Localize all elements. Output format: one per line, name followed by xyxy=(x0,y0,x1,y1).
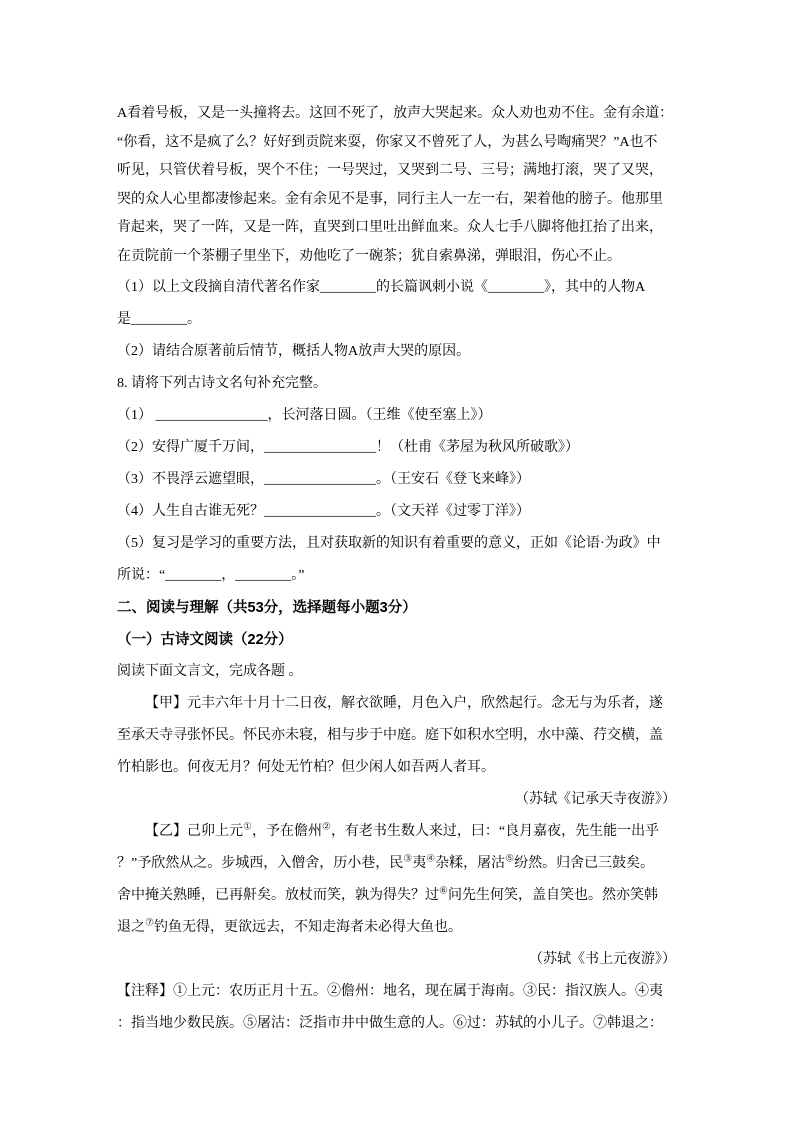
passage-yi-line: 退之⑦钓鱼无得，更欲远去，不知走海者未必得大鱼也。 xyxy=(117,916,462,935)
reading-instruction-text: 阅读下面文言文，完成各题 。 xyxy=(117,663,303,679)
question-8-item: （2）安得广厦千万间，________________！（杜甫《茅屋为秋风所破歌》） xyxy=(117,439,579,455)
question-7-part1-line: （1）以上文段摘自清代著名作家________的长篇讽刺小说《________》，其中的人物A xyxy=(117,279,646,295)
passage-yi-line: 舍中掩关熟睡，已再鼾矣。放杖而笑，孰为得失？过⑥问先生何笑，盖自笑也。然亦笑韩 xyxy=(117,884,658,903)
section-2-heading-text: 二、阅读与理解（共53分，选择题每小题3分） xyxy=(117,599,417,616)
excerpt-line: 在贡院前一个茶棚子里坐下，劝他吃了一碗茶；犹自索鼻涕，弹眼泪，伤心不止。 xyxy=(117,248,621,264)
excerpt-line: A看着号板，又是一头撞将去。这回不死了，放声大哭起来。众人劝也劝不住。金有余道： xyxy=(117,106,674,121)
excerpt-line: 哭的众人心里都凄惨起来。金有余见不是事，同行主人一左一右，架着他的膀子。他那里 xyxy=(117,191,663,207)
question-7-part2 xyxy=(117,336,676,368)
question-7-part1 xyxy=(117,272,676,336)
passage-yi-line: ？”予欣然从之。步城西，入僧舍，历小巷，民③夷④杂糅，屠沽⑤纷然。归舍已三鼓矣。 xyxy=(117,852,655,871)
passage-jia-attribution: （苏轼《记承天寺夜游》） xyxy=(515,791,676,807)
question-8-item: （4）人生自古谁无死？________________。（文天祥《过零丁洋》） xyxy=(117,503,530,519)
excerpt-line: 肯起来，哭了一阵，又是一阵，直哭到口里吐出鲜血来。众人七手八脚将他扛抬了出来， xyxy=(117,220,663,236)
question-8-item: （1） ________________，长河落日圆。（王维《使至塞上》） xyxy=(117,407,492,423)
question-7-part1-line: 是________。 xyxy=(117,311,201,327)
passage-jia-line: 竹柏影也。何夜无月？何处无竹柏？但少闲人如吾两人者耳。 xyxy=(117,759,495,775)
passage-jia-line: 至承天寺寻张怀民。怀民亦未寝，相与步于中庭。庭下如积水空明，水中藻、荇交横，盖 xyxy=(117,727,663,743)
annotations-line: 【注释】①上元：农历正月十五。②儋州：地名，现在属于海南。③民：指汉族人。④夷 xyxy=(117,983,663,999)
novel-excerpt-paragraph xyxy=(117,100,676,272)
section-2-subheading-text: （一）古诗文阅读（22分） xyxy=(117,631,293,648)
annotations-line: ：指当地少数民族。⑤屠沽：泛指市井中做生意的人。⑥过：苏轼的小儿子。⑦韩退之： xyxy=(117,1015,663,1031)
annotations xyxy=(117,976,676,1040)
section-2-subheading xyxy=(117,624,676,656)
passage-yi xyxy=(117,816,676,976)
question-7-part2-line: （2）请结合原著前后情节，概括人物A放声大哭的原因。 xyxy=(117,343,471,359)
question-8-item5-line: （5）复习是学习的重要方法，且对获取新的知识有着重要的意义，正如《论语·为政》中 xyxy=(117,535,661,551)
excerpt-line: 听见，只管伏着号板，哭个不住；一号哭过，又哭到二号、三号；满地打滚，哭了又哭， xyxy=(117,163,663,179)
question-8-item5 xyxy=(117,528,676,592)
question-8-intro-line: 8. 请将下列古诗文名句补充完整。 xyxy=(117,375,327,391)
question-8-items xyxy=(117,400,676,528)
reading-instruction xyxy=(117,656,676,688)
passage-yi-attribution: （苏轼《书上元夜游》） xyxy=(529,951,676,967)
question-8-item5-line: 所说：“________，________。” xyxy=(117,567,305,583)
question-8-intro xyxy=(117,368,676,400)
section-2-heading xyxy=(117,592,676,624)
question-8-item: （3）不畏浮云遮望眼，________________。（王安石《登飞来峰》） xyxy=(117,471,530,487)
passage-yi-line: 【乙】己卯上元①，予在儋州②，有老书生数人来过，曰：“良月嘉夜，先生能一出乎 xyxy=(145,820,660,839)
passage-jia xyxy=(117,688,676,816)
passage-jia-line: 【甲】元丰六年十月十二日夜，解衣欲睡，月色入户，欣然起行。念无与为乐者，遂 xyxy=(145,695,663,711)
excerpt-line: “你看，这不是疯了么？好好到贡院来耍，你家又不曾死了人，为甚么号啕痛哭？”A也不 xyxy=(117,134,658,150)
